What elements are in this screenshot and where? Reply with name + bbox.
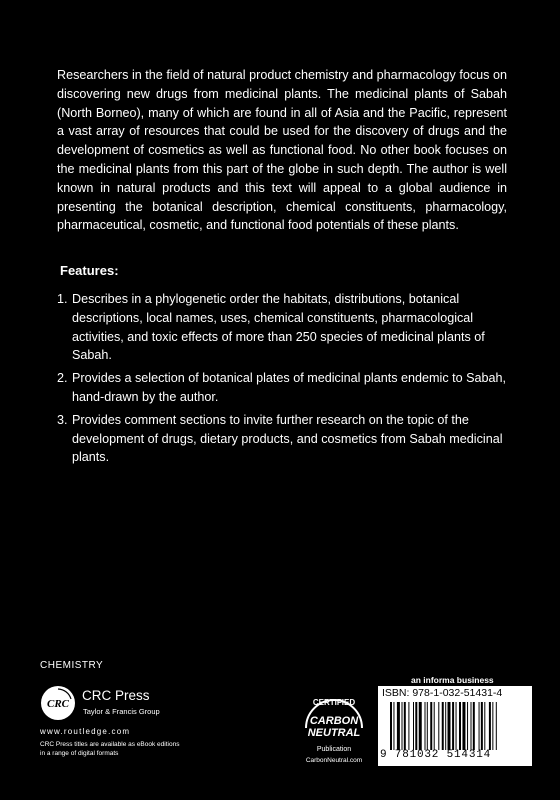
ebook-note-line1: CRC Press titles are available as eBook editions <box>40 741 180 748</box>
informa-tagline: an informa business <box>411 675 494 685</box>
carbon-sub-text: Publication <box>316 746 352 753</box>
feature-number: 1. <box>57 292 68 306</box>
carbon-main1-text: CARBON <box>309 715 359 727</box>
features-heading: Features: <box>60 263 119 278</box>
feature-number: 3. <box>57 412 68 427</box>
crc-press-logo-icon <box>40 685 76 721</box>
isbn-label: ISBN: 978-1-032-51431-4 <box>382 687 503 699</box>
crc-logo-text: CRC <box>46 698 70 710</box>
feature-item <box>57 411 507 467</box>
publisher-group: Taylor & Francis Group <box>83 707 160 716</box>
feature-text: Provides a selection of botanical plates of medicinal plants endemic to Sabah, hand-drawn by the author. <box>72 371 507 404</box>
back-cover-description: Researchers in the field of natural product chemistry and pharmacology focus on discovering new drugs from medicinal plants. The medicinal plants of Sabah (North Borneo), many of which are found in all of Asia and the Pacific, represent a vast array of resources that could be used for the discovery of drugs and the development of cosmetics as well as functional food. No other book focuses on the medicinal plants from this part of the globe in such depth. The author is well known in natural products and this text will appeal to a global audience in presenting the botanical description, chemical constituents, pharmacology, pharmaceutical, cosmetic, and functional food potentials of these plants. <box>57 68 507 233</box>
ebook-note-line2: in a range of digital formats <box>40 750 119 757</box>
feature-text: Provides comment sections to invite further research on the topic of the development of drugs, dietary products, and cosmetics from Sabah medicinal plants. <box>72 412 503 465</box>
feature-number: 2. <box>57 371 68 386</box>
carbon-url-text: CarbonNeutral.com <box>305 757 363 764</box>
features-list <box>57 290 507 471</box>
feature-item <box>57 369 507 407</box>
barcode-panel <box>378 686 532 766</box>
carbon-neutral-badge-icon <box>296 688 372 768</box>
carbon-certified-text: CERTIFIED <box>312 698 356 707</box>
subject-category: CHEMISTRY <box>40 660 104 671</box>
feature-text: Describes in a phylogenetic order the habitats, distributions, botanical descriptions, local names, uses, chemical constituents, pharmacological activities, and toxic effects of more than 250 species of medicinal plants of Sabah. <box>72 292 485 363</box>
carbon-main2-text: NEUTRAL <box>307 727 361 739</box>
publisher-url: www.routledge.com <box>40 727 131 736</box>
barcode-icon <box>390 702 528 750</box>
barcode-number: 9 781032 514314 <box>380 749 492 761</box>
feature-item <box>57 290 507 365</box>
publisher-name: CRC Press <box>82 688 150 703</box>
